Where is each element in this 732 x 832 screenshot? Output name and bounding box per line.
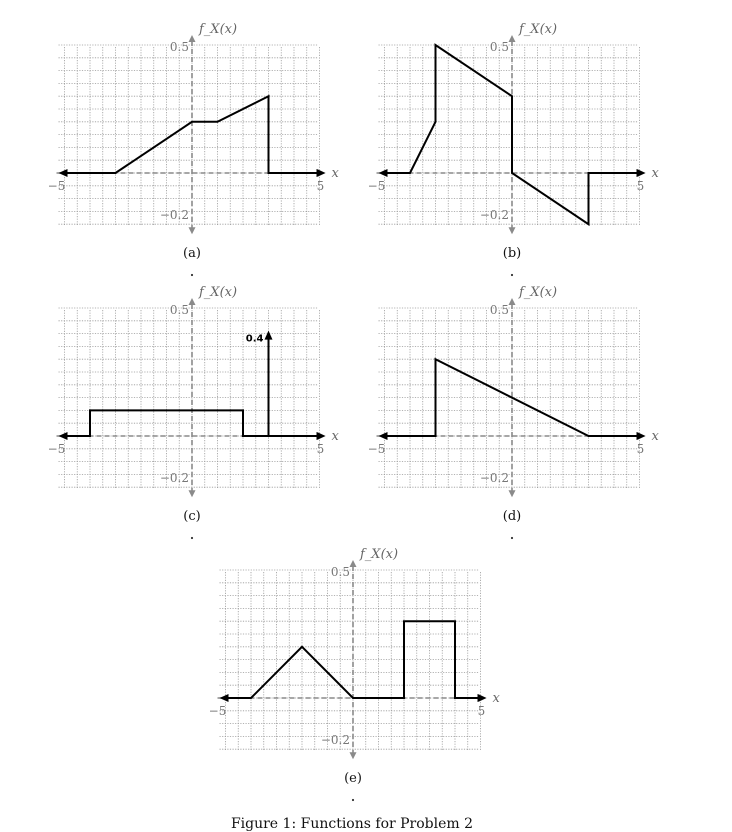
y-tick-min: −0.2 [159,471,189,486]
grid [379,308,640,489]
y-axis-label: f_X(x) [199,285,238,300]
plot-a [48,22,340,276]
curve-right-arrow [637,432,646,440]
curve-left-arrow [379,432,388,440]
grid [379,45,640,226]
x-tick-min: −5 [367,442,386,456]
x-tick-max: 5 [636,442,645,456]
plot-b [368,22,660,276]
x-tick-max: 5 [316,179,325,193]
y-axis-label: f_X(x) [360,547,399,562]
y-tick-min: −0.2 [479,208,509,223]
caption-dot [511,537,513,539]
grid [220,570,481,751]
y-axis-arrow-down [189,490,196,497]
y-axis-arrow-down [509,227,516,234]
y-axis-arrow-up [189,298,196,305]
y-tick-max: 0.5 [169,303,189,317]
subcaption: (b) [502,246,522,261]
subcaption: (a) [183,246,201,261]
y-axis-arrow-down [189,227,196,234]
impulse-label: 0.4 [245,333,264,345]
x-tick-min: −5 [367,179,386,193]
caption-dot [191,537,193,539]
curve-left-arrow [59,169,68,177]
y-tick-max: 0.5 [330,565,350,579]
y-tick-min: −0.2 [479,471,509,486]
plot-d [368,285,660,539]
y-axis-arrow-up [350,560,357,567]
y-tick-min: −0.2 [159,208,189,223]
curve-left-arrow [59,432,68,440]
grid [59,308,320,489]
x-axis-label: x [492,691,500,706]
curve-left-arrow [379,169,388,177]
caption-dot [352,799,354,801]
subcaption: (d) [502,509,522,524]
plot-c [48,285,340,539]
x-axis-label: x [331,166,339,181]
y-axis-arrow-up [189,35,196,42]
y-axis-label: f_X(x) [519,22,558,37]
curve-right-arrow [317,169,326,177]
x-tick-min: −5 [208,704,227,718]
y-tick-max: 0.5 [169,40,189,54]
caption-dot [191,274,193,276]
plots-layer [48,22,660,801]
curve-right-arrow [478,694,487,702]
figure-caption: Figure 1: Functions for Problem 2 [230,816,474,832]
grid [59,45,320,226]
caption-dot [511,274,513,276]
y-axis-arrow-up [509,35,516,42]
plot-e [209,547,501,801]
x-tick-min: −5 [47,442,66,456]
curve-left-arrow [220,694,229,702]
y-axis-arrow-down [509,490,516,497]
y-tick-max: 0.5 [489,303,509,317]
x-tick-max: 5 [477,704,486,718]
y-axis-label: f_X(x) [519,285,558,300]
subcaption: (e) [344,771,362,786]
y-axis-arrow-down [350,752,357,759]
x-tick-max: 5 [636,179,645,193]
y-tick-min: −0.2 [320,733,350,748]
x-tick-min: −5 [47,179,66,193]
y-axis-arrow-up [509,298,516,305]
x-axis-label: x [331,429,339,444]
curve-right-arrow [637,169,646,177]
x-axis-label: x [651,429,659,444]
y-axis-label: f_X(x) [199,22,238,37]
subcaption: (c) [183,509,201,524]
x-axis-label: x [651,166,659,181]
curve-right-arrow [317,432,326,440]
x-tick-max: 5 [316,442,325,456]
impulse-arrow [265,331,273,340]
y-tick-max: 0.5 [489,40,509,54]
